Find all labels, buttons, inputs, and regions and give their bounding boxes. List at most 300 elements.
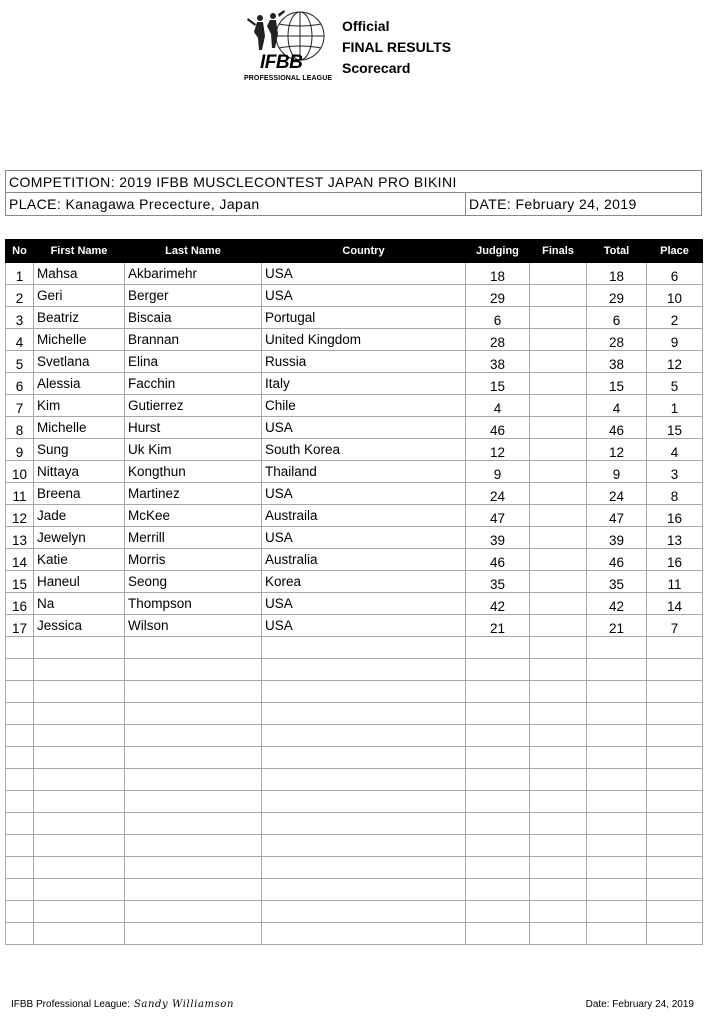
- cell-first: Alessia: [34, 373, 125, 395]
- cell-first: Haneul: [34, 571, 125, 593]
- cell-place: [647, 725, 703, 747]
- cell-place: 14: [647, 593, 703, 615]
- cell-total: 6: [587, 307, 647, 329]
- cell-total: [587, 659, 647, 681]
- cell-place: 2: [647, 307, 703, 329]
- cell-judging: [466, 923, 530, 945]
- cell-first: [34, 835, 125, 857]
- cell-last: [125, 769, 262, 791]
- cell-judging: 21: [466, 615, 530, 637]
- header-no: No: [6, 240, 34, 263]
- cell-place: [647, 791, 703, 813]
- cell-total: [587, 879, 647, 901]
- header-finals: Finals: [530, 240, 587, 263]
- cell-judging: 46: [466, 417, 530, 439]
- cell-total: [587, 791, 647, 813]
- cell-first: Katie: [34, 549, 125, 571]
- cell-first: [34, 879, 125, 901]
- cell-judging: [466, 857, 530, 879]
- cell-finals: [530, 879, 587, 901]
- cell-finals: [530, 747, 587, 769]
- cell-finals: [530, 417, 587, 439]
- title-line-official: Official: [342, 18, 390, 34]
- cell-country: [262, 791, 466, 813]
- cell-total: 18: [587, 263, 647, 285]
- cell-no: 8: [6, 417, 34, 439]
- cell-last: McKee: [125, 505, 262, 527]
- table-row: [6, 527, 703, 549]
- cell-last: [125, 791, 262, 813]
- cell-no: 2: [6, 285, 34, 307]
- cell-finals: [530, 791, 587, 813]
- cell-place: 6: [647, 263, 703, 285]
- cell-total: [587, 857, 647, 879]
- cell-no: 5: [6, 351, 34, 373]
- cell-finals: [530, 659, 587, 681]
- cell-first: [34, 659, 125, 681]
- cell-total: 35: [587, 571, 647, 593]
- cell-first: Jewelyn: [34, 527, 125, 549]
- cell-judging: 28: [466, 329, 530, 351]
- cell-judging: [466, 769, 530, 791]
- cell-last: Facchin: [125, 373, 262, 395]
- cell-first: Michelle: [34, 329, 125, 351]
- cell-finals: [530, 527, 587, 549]
- cell-judging: [466, 835, 530, 857]
- cell-place: 16: [647, 505, 703, 527]
- table-row: [6, 571, 703, 593]
- cell-last: Hurst: [125, 417, 262, 439]
- cell-judging: 4: [466, 395, 530, 417]
- place-date-row: [6, 193, 701, 215]
- table-row: [6, 483, 703, 505]
- cell-judging: 24: [466, 483, 530, 505]
- cell-country: [262, 747, 466, 769]
- cell-last: [125, 857, 262, 879]
- cell-no: 3: [6, 307, 34, 329]
- cell-last: Akbarimehr: [125, 263, 262, 285]
- cell-last: [125, 725, 262, 747]
- cell-place: 7: [647, 615, 703, 637]
- table-row: [6, 263, 703, 285]
- cell-place: 10: [647, 285, 703, 307]
- cell-total: [587, 703, 647, 725]
- cell-total: 15: [587, 373, 647, 395]
- cell-first: Michelle: [34, 417, 125, 439]
- cell-first: [34, 681, 125, 703]
- cell-place: 13: [647, 527, 703, 549]
- cell-judging: 6: [466, 307, 530, 329]
- cell-first: Sung: [34, 439, 125, 461]
- cell-finals: [530, 637, 587, 659]
- cell-finals: [530, 505, 587, 527]
- cell-judging: 12: [466, 439, 530, 461]
- cell-total: [587, 813, 647, 835]
- cell-country: USA: [262, 417, 466, 439]
- cell-first: Nittaya: [34, 461, 125, 483]
- cell-last: Merrill: [125, 527, 262, 549]
- cell-country: [262, 769, 466, 791]
- cell-place: [647, 659, 703, 681]
- cell-judging: [466, 879, 530, 901]
- cell-total: [587, 725, 647, 747]
- table-row: [6, 505, 703, 527]
- cell-first: [34, 857, 125, 879]
- cell-judging: [466, 659, 530, 681]
- cell-place: [647, 769, 703, 791]
- cell-country: [262, 857, 466, 879]
- cell-total: [587, 747, 647, 769]
- cell-finals: [530, 593, 587, 615]
- cell-country: [262, 681, 466, 703]
- cell-first: [34, 637, 125, 659]
- cell-country: Italy: [262, 373, 466, 395]
- cell-country: [262, 725, 466, 747]
- table-row: [6, 307, 703, 329]
- cell-country: [262, 901, 466, 923]
- cell-place: 4: [647, 439, 703, 461]
- cell-no: 16: [6, 593, 34, 615]
- cell-no: [6, 835, 34, 857]
- cell-first: [34, 901, 125, 923]
- cell-total: 46: [587, 549, 647, 571]
- cell-last: Berger: [125, 285, 262, 307]
- cell-judging: [466, 901, 530, 923]
- info-divider: [465, 193, 466, 215]
- signature: Sandy Williamson: [133, 999, 234, 1010]
- cell-finals: [530, 351, 587, 373]
- cell-country: United Kingdom: [262, 329, 466, 351]
- cell-no: 12: [6, 505, 34, 527]
- cell-finals: [530, 769, 587, 791]
- cell-country: [262, 637, 466, 659]
- cell-country: [262, 835, 466, 857]
- cell-place: 15: [647, 417, 703, 439]
- cell-first: Geri: [34, 285, 125, 307]
- cell-finals: [530, 307, 587, 329]
- table-row: [6, 813, 703, 835]
- cell-no: 17: [6, 615, 34, 637]
- table-row: [6, 637, 703, 659]
- table-row: [6, 835, 703, 857]
- cell-judging: 46: [466, 549, 530, 571]
- table-row: [6, 857, 703, 879]
- competition-row: [6, 171, 701, 193]
- cell-no: [6, 769, 34, 791]
- cell-no: 4: [6, 329, 34, 351]
- cell-place: [647, 923, 703, 945]
- cell-place: 12: [647, 351, 703, 373]
- cell-judging: 15: [466, 373, 530, 395]
- cell-finals: [530, 615, 587, 637]
- cell-no: [6, 923, 34, 945]
- ifbb-logo: [238, 8, 338, 84]
- header-country: Country: [262, 240, 466, 263]
- cell-country: Thailand: [262, 461, 466, 483]
- cell-finals: [530, 461, 587, 483]
- cell-last: Elina: [125, 351, 262, 373]
- table-row: [6, 351, 703, 373]
- cell-no: [6, 901, 34, 923]
- cell-judging: 18: [466, 263, 530, 285]
- cell-finals: [530, 329, 587, 351]
- cell-last: [125, 747, 262, 769]
- table-row: [6, 901, 703, 923]
- cell-total: 12: [587, 439, 647, 461]
- cell-place: [647, 857, 703, 879]
- cell-place: 16: [647, 549, 703, 571]
- cell-total: [587, 835, 647, 857]
- cell-first: Jessica: [34, 615, 125, 637]
- cell-country: Korea: [262, 571, 466, 593]
- cell-no: [6, 879, 34, 901]
- cell-no: [6, 791, 34, 813]
- cell-judging: 9: [466, 461, 530, 483]
- table-row: [6, 329, 703, 351]
- cell-judging: 39: [466, 527, 530, 549]
- cell-total: [587, 681, 647, 703]
- table-row: [6, 747, 703, 769]
- cell-no: 14: [6, 549, 34, 571]
- table-row: [6, 923, 703, 945]
- cell-place: [647, 901, 703, 923]
- title-line-scorecard: Scorecard: [342, 60, 411, 76]
- table-row: [6, 417, 703, 439]
- cell-place: 9: [647, 329, 703, 351]
- cell-last: [125, 879, 262, 901]
- cell-first: [34, 769, 125, 791]
- scorecard-title: [342, 16, 451, 79]
- table-row: [6, 681, 703, 703]
- header-judging: Judging: [466, 240, 530, 263]
- cell-country: [262, 923, 466, 945]
- cell-last: [125, 923, 262, 945]
- cell-country: South Korea: [262, 439, 466, 461]
- cell-first: Kim: [34, 395, 125, 417]
- cell-country: Chile: [262, 395, 466, 417]
- cell-finals: [530, 835, 587, 857]
- table-row: [6, 725, 703, 747]
- table-row: [6, 461, 703, 483]
- cell-finals: [530, 395, 587, 417]
- cell-country: USA: [262, 263, 466, 285]
- cell-last: [125, 637, 262, 659]
- cell-total: 4: [587, 395, 647, 417]
- cell-no: [6, 813, 34, 835]
- cell-place: [647, 835, 703, 857]
- cell-last: Martinez: [125, 483, 262, 505]
- cell-place: [647, 681, 703, 703]
- cell-finals: [530, 571, 587, 593]
- cell-last: Thompson: [125, 593, 262, 615]
- cell-no: 6: [6, 373, 34, 395]
- cell-first: [34, 747, 125, 769]
- cell-place: [647, 703, 703, 725]
- competition-text: COMPETITION: 2019 IFBB MUSCLECONTEST JAPAN PRO BIKINI: [9, 174, 457, 190]
- cell-no: 13: [6, 527, 34, 549]
- cell-last: Uk Kim: [125, 439, 262, 461]
- cell-judging: [466, 791, 530, 813]
- cell-place: [647, 747, 703, 769]
- cell-total: 47: [587, 505, 647, 527]
- cell-finals: [530, 483, 587, 505]
- cell-total: 24: [587, 483, 647, 505]
- cell-judging: 47: [466, 505, 530, 527]
- cell-total: [587, 769, 647, 791]
- cell-country: Austraila: [262, 505, 466, 527]
- cell-no: 7: [6, 395, 34, 417]
- cell-no: [6, 725, 34, 747]
- cell-country: Australia: [262, 549, 466, 571]
- cell-total: 46: [587, 417, 647, 439]
- table-header-row: [6, 240, 703, 263]
- results-body: [6, 263, 703, 945]
- cell-total: 28: [587, 329, 647, 351]
- cell-no: [6, 703, 34, 725]
- cell-place: 1: [647, 395, 703, 417]
- cell-last: Seong: [125, 571, 262, 593]
- results-table: [5, 239, 703, 945]
- logo-brand-text: IFBB: [260, 52, 303, 73]
- cell-total: 21: [587, 615, 647, 637]
- cell-no: [6, 857, 34, 879]
- cell-finals: [530, 549, 587, 571]
- cell-country: [262, 879, 466, 901]
- cell-last: [125, 901, 262, 923]
- cell-no: 1: [6, 263, 34, 285]
- cell-last: [125, 813, 262, 835]
- cell-judging: 42: [466, 593, 530, 615]
- table-row: [6, 285, 703, 307]
- cell-first: [34, 813, 125, 835]
- cell-place: 3: [647, 461, 703, 483]
- cell-first: Jade: [34, 505, 125, 527]
- cell-total: 29: [587, 285, 647, 307]
- cell-country: [262, 659, 466, 681]
- cell-last: Kongthun: [125, 461, 262, 483]
- cell-country: Russia: [262, 351, 466, 373]
- cell-last: [125, 681, 262, 703]
- table-row: [6, 659, 703, 681]
- title-line-final-results: FINAL RESULTS: [342, 39, 452, 55]
- cell-country: USA: [262, 285, 466, 307]
- cell-finals: [530, 857, 587, 879]
- cell-total: [587, 901, 647, 923]
- cell-place: 8: [647, 483, 703, 505]
- cell-country: Portugal: [262, 307, 466, 329]
- cell-first: Beatriz: [34, 307, 125, 329]
- date-text: DATE: February 24, 2019: [469, 196, 637, 212]
- cell-first: Na: [34, 593, 125, 615]
- cell-place: [647, 813, 703, 835]
- cell-first: [34, 725, 125, 747]
- header-first-name: First Name: [34, 240, 125, 263]
- table-row: [6, 373, 703, 395]
- cell-place: 5: [647, 373, 703, 395]
- table-row: [6, 593, 703, 615]
- cell-judging: [466, 813, 530, 835]
- table-row: [6, 395, 703, 417]
- cell-finals: [530, 263, 587, 285]
- cell-country: USA: [262, 593, 466, 615]
- cell-country: [262, 813, 466, 835]
- cell-place: [647, 879, 703, 901]
- cell-first: Mahsa: [34, 263, 125, 285]
- cell-finals: [530, 285, 587, 307]
- cell-place: 11: [647, 571, 703, 593]
- table-row: [6, 703, 703, 725]
- cell-country: USA: [262, 615, 466, 637]
- table-row: [6, 439, 703, 461]
- cell-first: [34, 923, 125, 945]
- header-last-name: Last Name: [125, 240, 262, 263]
- cell-finals: [530, 681, 587, 703]
- cell-no: 15: [6, 571, 34, 593]
- table-row: [6, 549, 703, 571]
- cell-no: 10: [6, 461, 34, 483]
- cell-total: 42: [587, 593, 647, 615]
- cell-judging: [466, 725, 530, 747]
- cell-judging: [466, 747, 530, 769]
- table-row: [6, 879, 703, 901]
- cell-finals: [530, 901, 587, 923]
- cell-finals: [530, 439, 587, 461]
- cell-last: [125, 835, 262, 857]
- logo-subtitle-text: PROFESSIONAL LEAGUE: [244, 75, 333, 82]
- cell-judging: 38: [466, 351, 530, 373]
- footer-signature-line: [11, 999, 234, 1010]
- cell-total: 38: [587, 351, 647, 373]
- cell-no: [6, 659, 34, 681]
- cell-first: [34, 791, 125, 813]
- table-row: [6, 615, 703, 637]
- cell-last: Biscaia: [125, 307, 262, 329]
- cell-last: Wilson: [125, 615, 262, 637]
- cell-no: 9: [6, 439, 34, 461]
- cell-first: Breena: [34, 483, 125, 505]
- cell-country: USA: [262, 483, 466, 505]
- cell-last: Gutierrez: [125, 395, 262, 417]
- cell-country: [262, 703, 466, 725]
- cell-no: [6, 747, 34, 769]
- cell-total: 39: [587, 527, 647, 549]
- cell-finals: [530, 813, 587, 835]
- cell-total: [587, 923, 647, 945]
- cell-country: USA: [262, 527, 466, 549]
- cell-total: 9: [587, 461, 647, 483]
- cell-total: [587, 637, 647, 659]
- cell-last: Morris: [125, 549, 262, 571]
- cell-last: [125, 659, 262, 681]
- footer-date: Date: February 24, 2019: [585, 999, 694, 1010]
- cell-finals: [530, 703, 587, 725]
- cell-first: [34, 703, 125, 725]
- cell-first: Svetlana: [34, 351, 125, 373]
- cell-last: [125, 703, 262, 725]
- cell-no: [6, 681, 34, 703]
- header-place: Place: [647, 240, 703, 263]
- cell-place: [647, 637, 703, 659]
- footer-org-label: IFBB Professional League:: [11, 999, 130, 1010]
- cell-judging: 29: [466, 285, 530, 307]
- competition-info-box: [5, 170, 702, 216]
- cell-judging: 35: [466, 571, 530, 593]
- header-total: Total: [587, 240, 647, 263]
- cell-judging: [466, 637, 530, 659]
- cell-finals: [530, 923, 587, 945]
- table-row: [6, 769, 703, 791]
- place-text: PLACE: Kanagawa Prececture, Japan: [9, 196, 260, 212]
